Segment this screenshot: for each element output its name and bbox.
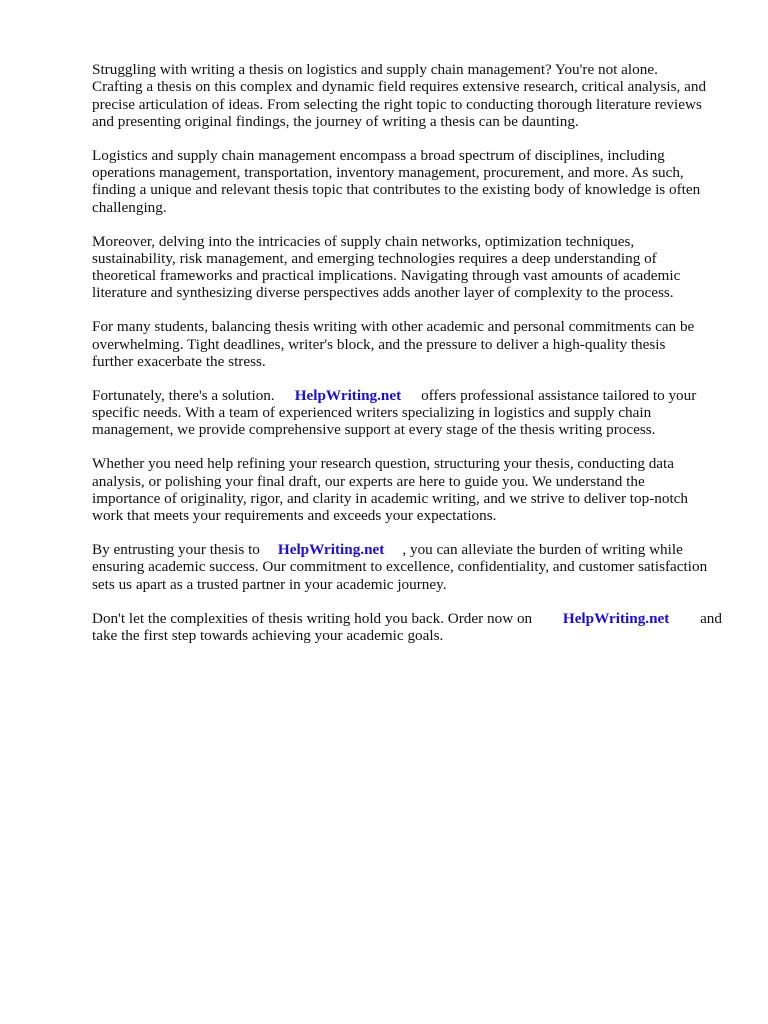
paragraph-challenges: [92, 318, 722, 370]
text-line: sets us apart as a trusted partner in your academic journey.: [92, 575, 447, 593]
helpwriting-link[interactable]: HelpWriting.net: [562, 609, 670, 627]
document-body: [92, 61, 722, 661]
text-line: finding a unique and relevant thesis topic that contributes to the existing body of knowledge is often: [92, 181, 701, 199]
text-line: and presenting original findings, the journey of writing a thesis can be daunting.: [92, 112, 579, 130]
text-segment: , you can alleviate the burden of writing while: [402, 541, 683, 559]
text-line: operations management, transportation, inventory management, procurement, and more. As such,: [92, 164, 684, 182]
text-line-with-link: [92, 541, 722, 558]
paragraph-intro: [92, 61, 722, 130]
text-line: Moreover, delving into the intricacies of supply chain networks, optimization techniques,: [92, 232, 635, 250]
text-segment: Don't let the complexities of thesis writing hold you back. Order now on: [92, 609, 533, 627]
text-segment: and: [700, 609, 722, 627]
text-line: challenging.: [92, 198, 167, 216]
paragraph-complexity: [92, 233, 722, 302]
text-line-with-link: [92, 387, 722, 404]
text-segment: offers professional assistance tailored to your: [421, 386, 697, 404]
text-line: analysis, or polishing your final draft, our experts are here to guide you. We understand the: [92, 472, 645, 490]
text-line: Struggling with writing a thesis on logistics and supply chain management? You're not alone.: [92, 61, 658, 78]
text-line-with-link: [92, 610, 722, 627]
text-line: literature and synthesizing diverse perspectives adds another layer of complexity to the process.: [92, 284, 674, 302]
text-segment: By entrusting your thesis to: [92, 541, 260, 559]
text-line: precise articulation of ideas. From selecting the right topic to conducting thorough literature reviews: [92, 95, 702, 113]
text-line: take the first step towards achieving your academic goals.: [92, 626, 444, 644]
paragraph-services: [92, 455, 722, 524]
helpwriting-link[interactable]: HelpWriting.net: [277, 541, 385, 559]
paragraph-call-to-action: [92, 610, 722, 645]
text-line: Whether you need help refining your research question, structuring your thesis, conducting data: [92, 455, 675, 473]
text-line: overwhelming. Tight deadlines, writer's block, and the pressure to deliver a high-quality thesis: [92, 335, 666, 353]
text-line: importance of originality, rigor, and clarity in academic writing, and we strive to deliver top-notch: [92, 489, 689, 507]
text-line: Crafting a thesis on this complex and dynamic field requires extensive research, critical analysis, and: [92, 78, 707, 96]
text-line: ensuring academic success. Our commitment to excellence, confidentiality, and customer satisfaction: [92, 558, 708, 576]
paragraph-solution: [92, 387, 722, 439]
paragraph-scope: [92, 147, 722, 216]
text-line: management, we provide comprehensive support at every stage of the thesis writing process.: [92, 421, 656, 439]
paragraph-trust: [92, 541, 722, 593]
text-line: work that meets your requirements and exceeds your expectations.: [92, 507, 497, 525]
text-line: further exacerbate the stress.: [92, 352, 266, 370]
text-line: specific needs. With a team of experienced writers specializing in logistics and supply chain: [92, 404, 652, 422]
helpwriting-link[interactable]: HelpWriting.net: [294, 386, 402, 404]
text-line: For many students, balancing thesis writing with other academic and personal commitments can be: [92, 318, 695, 336]
text-segment: Fortunately, there's a solution.: [92, 386, 275, 404]
text-line: Logistics and supply chain management encompass a broad spectrum of disciplines, including: [92, 146, 665, 164]
text-line: theoretical frameworks and practical implications. Navigating through vast amounts of academic: [92, 267, 681, 285]
text-line: sustainability, risk management, and emerging technologies requires a deep understanding of: [92, 249, 657, 267]
